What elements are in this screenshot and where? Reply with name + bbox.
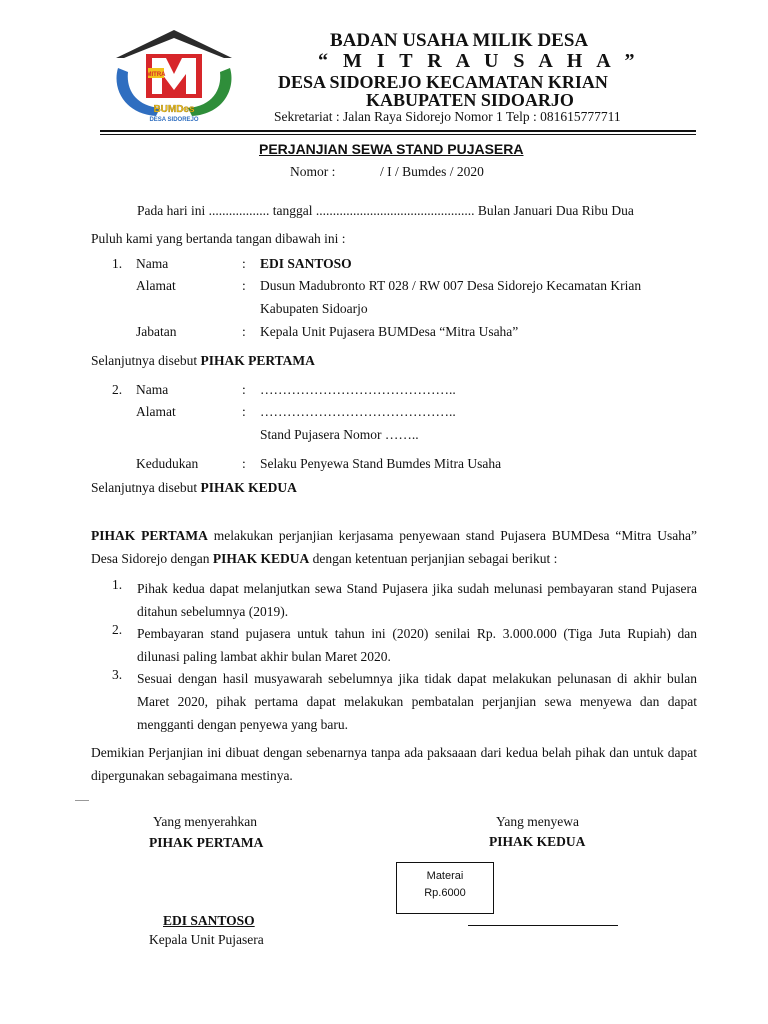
left-signer-party: PIHAK PERTAMA [149, 835, 264, 850]
materai-label: Materai [426, 870, 464, 882]
letterhead-village: DESA SIDOREJO KECAMATAN KRIAN [278, 72, 608, 92]
letterhead-regency: KABUPATEN SIDOARJO [366, 90, 574, 110]
party1-colon: : [242, 278, 246, 293]
logo-brand: BUMDes [153, 104, 195, 115]
agreement-text-2: dengan ketentuan perjanjian sebagai berikut : [309, 551, 558, 566]
bumdes-logo [110, 28, 238, 128]
nomor-label: Nomor : [290, 164, 336, 179]
party2-reference [91, 480, 297, 496]
term-1-number: 1. [112, 577, 123, 592]
closing-paragraph: Demikian Perjanjian ini dibuat dengan sebenarnya tanpa ada paksaaan dari kedua belah pihak dan untuk dapat dipergunakan sebagaimana mestinya. [91, 745, 697, 783]
opening-line-2: Puluh kami yang bertanda tangan dibawah ini : [91, 231, 346, 246]
party2-ref-label: PIHAK KEDUA [200, 480, 297, 495]
right-signer-role: Yang menyewa [496, 814, 579, 829]
party2-alamat-value: …………………………………….. [260, 404, 456, 419]
party1-number: 1. [112, 256, 123, 271]
party2-colon: : [242, 382, 246, 397]
term-2-number: 2. [112, 622, 123, 637]
party2-stand-value: Stand Pujasera Nomor …….. [260, 427, 419, 442]
party2-number: 2. [112, 382, 123, 397]
party1-jabatan-label: Jabatan [136, 324, 177, 339]
party2-colon: : [242, 456, 246, 471]
letterhead-name: “ M I T R A U S A H A ” [318, 50, 640, 72]
term-3-text: Sesuai dengan hasil musyawarah sebelumnya jika tidak dapat melakukan pelunasan di akhir bulan Maret 2020, pihak pertama dapat melakukan pembatalan perjanjian sewa menyewa dan dapat mengganti dengan penyewa yang baru. [137, 671, 697, 732]
term-2-text: Pembayaran stand pujasera untuk tahun ini (2020) senilai Rp. 3.000.000 (Tiga Juta Rupiah) dan dilunasi paling lambat akhir bulan Maret 2020. [137, 626, 697, 664]
party1-reference [91, 353, 315, 369]
letterhead-rule-thin [100, 134, 696, 135]
left-signer-role: Yang menyerahkan [153, 814, 257, 829]
margin-mark [75, 800, 89, 801]
party1-nama-label: Nama [136, 256, 169, 271]
party2-colon: : [242, 404, 246, 419]
letterhead-org: BADAN USAHA MILIK DESA [330, 30, 589, 51]
party1-ref-prefix: Selanjutnya disebut [91, 353, 198, 368]
document-title: PERJANJIAN SEWA STAND PUJASERA [259, 141, 524, 157]
nomor-value: / I / Bumdes / 2020 [380, 164, 484, 179]
party2-ref-prefix: Selanjutnya disebut [91, 480, 198, 495]
party1-colon: : [242, 256, 246, 271]
party2-kedudukan-label: Kedudukan [136, 456, 199, 471]
party1-nama-value: EDI SANTOSO [260, 256, 352, 271]
term-3-number: 3. [112, 667, 123, 682]
party2-nama-label: Nama [136, 382, 169, 397]
letterhead-rule-thick [100, 130, 696, 132]
agreement-party2: PIHAK KEDUA [212, 551, 310, 566]
party1-alamat-label: Alamat [136, 278, 176, 293]
party1-alamat-value-2: Kabupaten Sidoarjo [260, 301, 368, 316]
logo-sub: DESA SIDOREJO [149, 117, 199, 123]
left-signer-name: EDI SANTOSO [163, 913, 255, 928]
party2-kedudukan-value: Selaku Penyewa Stand Bumdes Mitra Usaha [260, 456, 502, 471]
right-signer-party: PIHAK KEDUA [489, 834, 586, 849]
agreement-text-1: melakukan perjanjian kerjasama penyewaan stand Pujasera BUMDesa “Mitra Usaha” Desa Sidorejo dengan [91, 528, 697, 566]
opening-line-1: Pada hari ini .................. tanggal ............................................... Bulan Januari Dua Ribu Dua [137, 203, 634, 218]
letterhead-address: Sekretariat : Jalan Raya Sidorejo Nomor 1 Telp : 081615777711 [274, 109, 621, 124]
party1-ref-label: PIHAK PERTAMA [200, 353, 315, 368]
logo-top-text: MITRA [146, 72, 166, 78]
left-signer-title: Kepala Unit Pujasera [149, 932, 264, 947]
agreement-party1: PIHAK PERTAMA [91, 528, 208, 543]
party2-alamat-label: Alamat [136, 404, 176, 419]
term-1-text: Pihak kedua dapat melanjutkan sewa Stand Pujasera jika sudah melunasi pembayaran stand Pujasera ditahun sebelumnya (2019). [137, 581, 697, 619]
materai-value: Rp.6000 [424, 887, 466, 899]
party2-nama-value: …………………………………….. [260, 382, 456, 397]
party1-colon: : [242, 324, 246, 339]
party1-jabatan-value: Kepala Unit Pujasera BUMDesa “Mitra Usaha” [260, 324, 519, 339]
agreement-paragraph [91, 524, 697, 570]
materai-stamp-box [396, 862, 494, 914]
right-signature-line [468, 925, 618, 926]
party1-alamat-value-1: Dusun Madubronto RT 028 / RW 007 Desa Sidorejo Kecamatan Krian [260, 278, 642, 293]
